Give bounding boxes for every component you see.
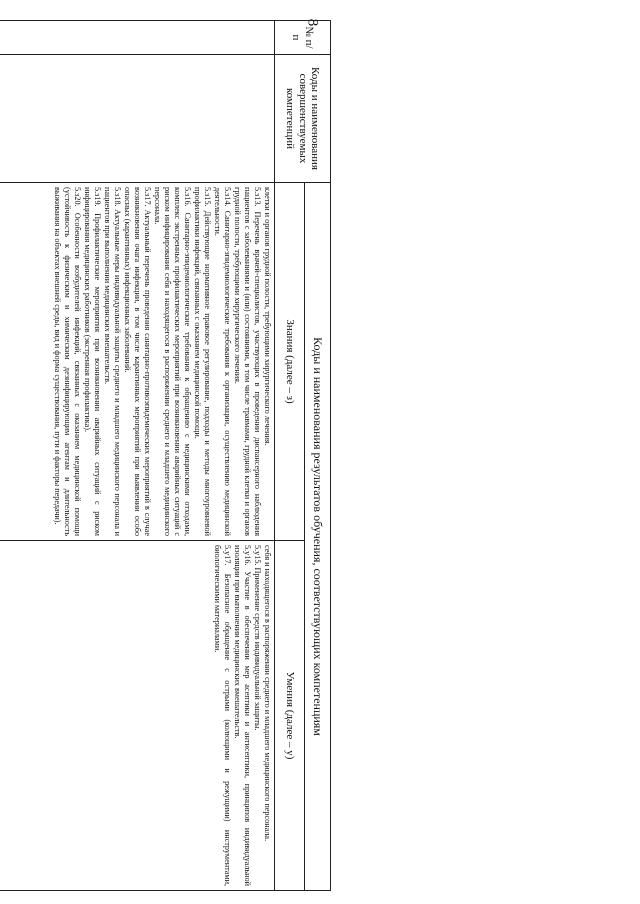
- knowledge-item: 5.з15. Действующие нормативное правовое регулирование, подходы и методы многоуровневой профилактики инфекций, связанных с оказанием медицинской помощи.: [193, 187, 212, 536]
- header-group-title: Коды и наименования результатов обучения, соответствующих компетенциям: [305, 183, 331, 891]
- knowledge-item: 5.з17. Актуальный перечень проведения санитарно-противоэпидемических мероприятий в случае возникновения очага инфекции, в том числе карантинных мероприятий при выявлении особо опасных (карантинных) инфекционных заболеваний.: [123, 187, 152, 536]
- skill-item: 5.у17. Безопасное обращение с острыми (колющими и режущими) инструментами, биологическими материалами.: [213, 545, 232, 887]
- knowledge-item: 5.з13. Перечень врачей-специалистов, участвующих в проведении диспансерного наблюдения пациентов с заболеваниями и (или) состояниями, в том числе травмами, грудной клетки и органов грудной полости, требующими хирургического лечения.: [233, 187, 262, 536]
- competence-table: [0, 20, 331, 891]
- skill-item: 5.у15. Применение средств индивидуальной защиты.: [253, 545, 262, 731]
- table-row: [0, 21, 275, 891]
- cont-knowledge-cell: [0, 183, 275, 541]
- knowledge-item: 5.з20. Особенности возбудителей инфекций, связанных с оказанием медицинской помощи (устойчивость к физическим и химическим дезинфицирующим агентам и длительность выживания на объектах внешней среды, вид и форма существования, пути и факторы передачи).: [53, 187, 82, 536]
- knowledge-item: 5.з14. Санитарно-эпидемиологические требования к организации, осуществлению медицинской деятельности.: [213, 187, 232, 536]
- knowledge-item: 5.з16. Санитарно-эпидемиологические требования к обращению с медицинскими отходами, комплекс экстренных профилактических мероприятий при возникновении аварийных ситуаций с риском инфицирования себя и находящегося в распоряжении среднего и младшего медицинского персонала.: [153, 187, 192, 536]
- cont-skills-cell: [0, 541, 275, 891]
- knowledge-item: 5.з18. Актуальные меры индивидуальной защиты среднего и младшего медицинского персонала и пациентов при выполнении медицинских вмешательств.: [103, 187, 122, 536]
- rotated-table-sheet: [0, 20, 331, 890]
- knowledge-item: 5.з19. Профилактические мероприятия при возникновении аварийных ситуаций с риском инфицирования медицинских работников (экстренная профилактика).: [83, 187, 102, 536]
- knowledge-item: клетки и органов грудной полости, требующими хирургического лечения.: [263, 187, 272, 446]
- skill-item: 5.у16. Участие в обеспечении мер асептики и антисептики, принципов индивидуальной изоляции при выполнении медицинских вмешательств.: [233, 545, 252, 887]
- skill-item: себя и находящегося в распоряжении среднего и младшего медицинского персонала.: [263, 545, 272, 842]
- header-codes: Коды и наименования совершенствуемых компетенций: [275, 55, 331, 183]
- cont-num-cell: [0, 21, 275, 55]
- header-num: № п/п: [275, 21, 331, 55]
- header-knowledge: Знания (далее – з): [275, 183, 305, 541]
- page-number: 8: [304, 18, 321, 27]
- header-skills: Умения (далее – у): [275, 541, 305, 891]
- cont-competence-cell: [0, 55, 275, 183]
